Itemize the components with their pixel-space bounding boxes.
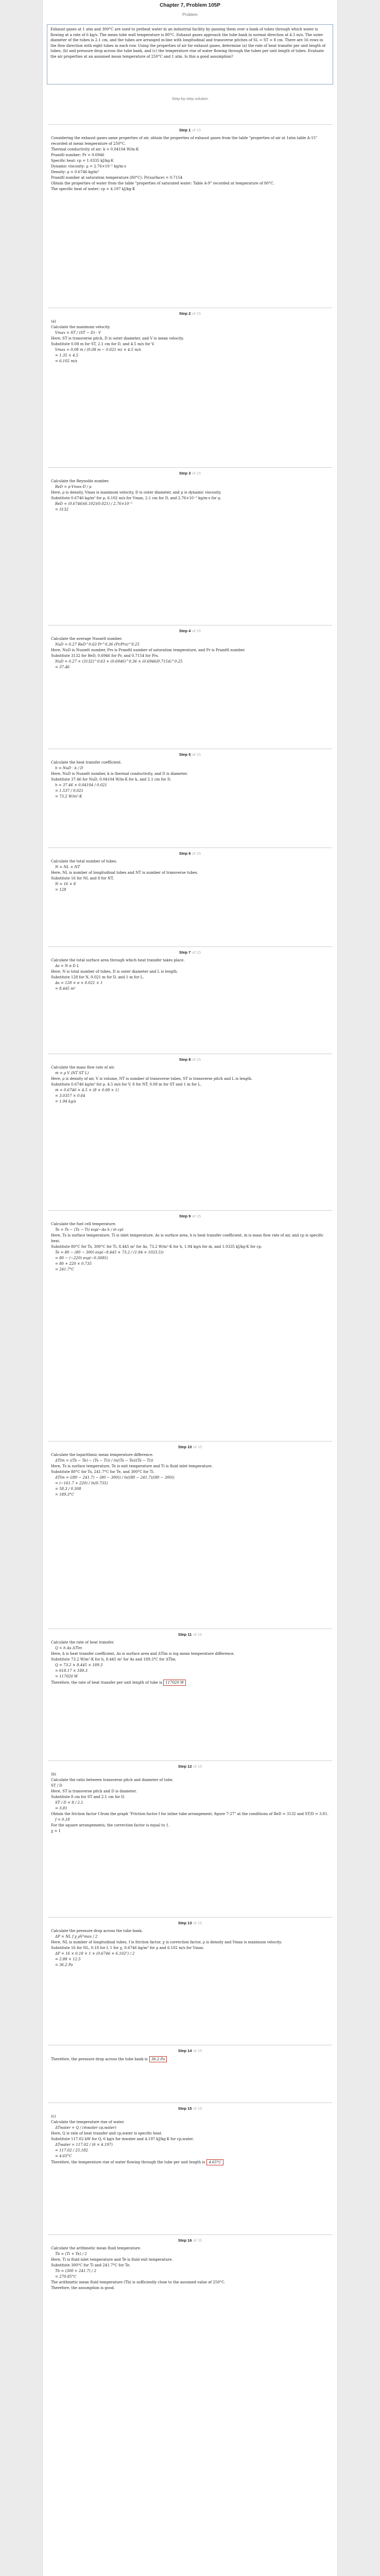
text-line: Substitute 3132 for ReD, 0.6946 for Pr, and 0.7154 for Prs. (51, 654, 159, 658)
section-label-solution: Step-by-step solution (171, 96, 209, 101)
text-line: Here, Ts is surface temperature, Ti is inlet temperature, As is surface area, h is heat transfer coefficient, ṁ is mass flow rate of air, and cp is specific heat. (51, 1233, 324, 1243)
problem-statement: Exhaust gases at 1 atm and 300°C are used to preheat water in an industrial facility by passing them over a bank of tubes through which water is flowing at a rate of 6 kg/s. The mean tube wall temperature is 80°C. Exhaust gases approach the tube bank in normal direction at 4.5 m/s. The outer diameter of the tubes is 2.1 cm, and the tubes are arranged in-line with longitudinal and transverse pitches of SL = ST = 8 cm. There are 16 rows in the flow direction with eight tubes in each row. Using the properties of air for exhaust gases, determine (a) the rate of heat transfer per unit length of tubes, (b) and pressure drop across the tube bank, and (c) the temperature rise of water flowing through the tubes per unit length of tubes. Evaluate the air properties at an assumed mean temperature of 250°C and 1 atm. Is this a good assumption? (47, 24, 333, 84)
step-header (48, 1442, 332, 1452)
equation-line: f = 0.18 (55, 1818, 70, 1822)
step-title: Step 4 (179, 629, 191, 633)
step-header (48, 848, 332, 859)
text-line: Here, Ts is surface temperature, Te is exit temperature and Ti is fluid inlet temperature. (51, 1464, 213, 1468)
equation-line: = 128 (55, 888, 66, 892)
text-line: The specific heat of water: cp = 4.197 kJ/kg·K (51, 187, 135, 191)
text-line: Substitute 0.6746 kg/m³ for ρ, 6.102 m/s for Vmax, 2.1 cm for D, and 2.76×10⁻⁵ kg/m·s for μ. (51, 496, 221, 500)
equation-line: Vmax = 0.08 m / (0.08 m − 0.021 m) × 4.5 m/s (55, 348, 141, 352)
step-count: of 15 (192, 851, 201, 856)
step-count: of 15 (193, 1445, 202, 1449)
text-line: Substitute 128 for N, 0.021 m for D, and 1 m for L. (51, 975, 144, 979)
step-header (48, 1211, 332, 1222)
solution-sheet (42, 0, 338, 2576)
text-line: Calculate the Reynolds number. (51, 479, 110, 483)
step-count: of 15 (192, 128, 201, 132)
answer-prefix: Therefore, the rate of heat transfer per unit length of tube is (51, 1681, 164, 1685)
step-3 (48, 467, 332, 513)
text-line: Substitute 300°C for Ti and 241.7°C for Te. (51, 2263, 131, 2267)
step-header (48, 1054, 332, 1065)
equation-line: Te = 80 − (80 − 300) exp(−8.445 × 73.2 / (1.94 × 1033.5)) (55, 1250, 164, 1255)
equation-line: ΔTlm = ((Ts − Te) − (Ts − Ti)) / ln((Ts − Te)/(Ts − Ti)) (55, 1459, 153, 1463)
equation-line: ST / D = 8 / 2.1 (55, 1801, 83, 1805)
equation-line: Tb = (Ti + Te) / 2 (55, 2252, 87, 2256)
step-count: of 15 (192, 471, 201, 476)
step-header (48, 308, 332, 319)
text-line: Thermal conductivity of air: k = 0.04104 W/m·K (51, 147, 139, 151)
text-line: Calculate the total number of tubes. (51, 859, 117, 863)
text-line: Here, NL is number of longitudinal tubes and NT is number of transverse tubes. (51, 871, 198, 875)
text-line: Prandtl number at saturation temperature (80°C): Pr(surface) = 0.7154 (51, 176, 183, 180)
equation-line: = 117020 W (55, 1674, 78, 1679)
step-15 (48, 2103, 332, 2165)
step-8 (48, 1054, 332, 1105)
equation-line: ΔTwater = 117.02 / (6 × 4.197) (55, 2143, 113, 2147)
text-line: Therefore, the assumption is good. (51, 2286, 115, 2290)
equation-line: As = N π D L (55, 964, 79, 968)
equation-line: Vmax = ST / (ST − D) · V (55, 331, 101, 335)
equation-line: ReD = (0.6746)(6.102)(0.021) / 2.76×10⁻⁵ (55, 502, 132, 506)
step-header (48, 2045, 332, 2056)
text-line: Obtain the properties of water from the table "properties of saturated water: Table A-9" recorded at temperature of 80°C. (51, 181, 274, 185)
equation-line: = 8.445 m² (55, 987, 76, 991)
text-line: Here, N is total number of tubes, D is outer diameter and L is length. (51, 970, 178, 974)
text-line: Calculate the temperature rise of water. (51, 2120, 125, 2124)
equation-line: = 1.35 × 4.5 (55, 353, 79, 358)
text-line: Here, NuD is Nusselt number, k is thermal conductivity, and D is diameter. (51, 772, 188, 776)
text-line: χ = 1 (51, 1829, 61, 1833)
step-title: Step 2 (179, 311, 191, 316)
section-label-problem: Problem (182, 12, 198, 17)
step-title: Step 8 (179, 1057, 191, 1062)
step-count: of 15 (192, 950, 201, 955)
text-line: Here, ρ is density, Vmax is maximum velocity, D is outer diameter, and μ is dynamic viscosity. (51, 490, 221, 495)
step-count: of 15 (193, 2048, 202, 2053)
step-7 (48, 946, 332, 992)
equation-line: = 189.3°C (55, 1493, 74, 1497)
text-line: The arithmetic mean fluid temperature (Tb) is sufficiently close to the assumed value of 250°C. (51, 2280, 226, 2284)
step-title: Step 14 (178, 2048, 192, 2053)
step-count: of 15 (193, 2106, 202, 2111)
equation-line: = 4.65°C (55, 2154, 72, 2158)
text-line: Substitute 80°C for Ts, 300°C for Ti, 8.445 m² for As, 73.2 W/m²·K for h, 1.94 kg/s for ṁ, and 1.0335 kJ/kg·K for cp. (51, 1245, 262, 1249)
equation-line: Te = Ts − (Ts − Ti) exp(−As h / ṁ cp) (55, 1228, 124, 1232)
equation-line: = 2.88 × 12.5 (55, 1957, 81, 1961)
answer-line (51, 1680, 329, 1686)
equation-line: Q = h As ΔTlm (55, 1646, 82, 1650)
text-line: Substitute 16 for NL, 0.18 for f, 1 for χ, 0.6746 kg/m³ for ρ and 6.102 m/s for Vmax. (51, 1946, 204, 1950)
step-2 (48, 308, 332, 364)
text-line: Calculate the rate of heat transfer. (51, 1640, 115, 1645)
step-title: Step 7 (179, 950, 191, 955)
step-10 (48, 1441, 332, 1498)
step-count: of 15 (193, 1632, 202, 1637)
equation-line: h = 37.46 × 0.04104 / 0.021 (55, 783, 107, 787)
equation-line: = 73.2 W/m²·K (55, 794, 82, 799)
step-title: Step 13 (178, 1921, 192, 1925)
step-count: of 15 (192, 629, 201, 633)
text-line: Here, h is heat transfer coefficient, As is surface area and ΔTlm is log mean temperature difference. (51, 1652, 235, 1656)
equation-line: h = NuD · k / D (55, 766, 83, 770)
step-count: of 15 (192, 311, 201, 316)
text-line: (a) (51, 319, 56, 324)
text-line: (c) (51, 2114, 56, 2119)
page-title: Chapter 7, Problem 105P (160, 3, 220, 8)
step-header (48, 1761, 332, 1772)
equation-line: = 1.537 / 0.021 (55, 789, 83, 793)
step-header (48, 1629, 332, 1640)
equation-line: N = 16 × 8 (55, 882, 76, 886)
final-answer-b: 36.2 Pa (149, 2056, 167, 2062)
equation-line: = 80 + 220 × 0.735 (55, 1262, 92, 1266)
text-line: Here, Ti is fluid inlet temperature and Te is fluid exit temperature. (51, 2258, 173, 2262)
step-count: of 15 (193, 1764, 202, 1769)
step-title: Step 5 (179, 752, 191, 757)
step-9 (48, 1210, 332, 1273)
step-5 (48, 749, 332, 800)
step-title: Step 10 (178, 1445, 192, 1449)
equation-line: = 1.94 kg/s (55, 1099, 76, 1104)
step-title: Step 15 (178, 2106, 192, 2111)
equation-line: = 3132 (55, 507, 68, 512)
equation-line: = (−161.7 + 220) / ln(0.735) (55, 1481, 108, 1485)
step-11 (48, 1629, 332, 1686)
equation-line: Q = 73.2 × 8.445 × 189.3 (55, 1663, 103, 1667)
equation-line: = 270.85°C (55, 2275, 77, 2279)
text-line: Considering the exhaust gases same properties of air, obtain the properties of exhaust gases from the table "properties of air at 1atm table A-15" recorded at mean temperature of 250°C. (51, 136, 318, 146)
text-line: Dynamic viscosity: μ = 2.76×10⁻⁵ kg/m·s (51, 164, 126, 168)
equation-line: = 80 − (−220) exp(−0.3085) (55, 1256, 108, 1260)
text-line: Therefore, the temperature rise of water flowing through the tube per unit length is 4.65°C (51, 2159, 329, 2165)
text-line: Calculate the total surface area through which heat transfer takes place. (51, 958, 185, 962)
step-title: Step 9 (179, 1214, 191, 1218)
equation-line: ṁ = ρ V (NT ST L) (55, 1071, 89, 1075)
equation-line: ṁ = 0.6746 × 4.5 × (8 × 0.08 × 1) (55, 1088, 119, 1092)
equation-line: = 58.3 / 0.308 (55, 1487, 81, 1491)
text-line: Here, ρ is density of air, V is volume, NT is number of transverse tubes, ST is transverse pitch and L is length. (51, 1077, 253, 1081)
text-line: Here, NuD is Nusselt number, Prs is Prandtl number of saturation temperature, and Pr is Prandtl number. (51, 648, 246, 652)
step-header (48, 947, 332, 958)
equation-line: ΔTlm = ((80 − 241.7) − (80 − 300)) / ln((80 − 241.7)/(80 − 300)) (55, 1476, 175, 1480)
equation-line: = 37.46 (55, 665, 70, 669)
text-line: Calculate the logarithmic mean temperature difference. (51, 1453, 154, 1457)
text-line: Here, NL is number of longitudinal tubes, f is friction factor, χ is correction factor, ρ is density and Vmax is maximum velocity. (51, 1940, 282, 1944)
equation-line: = 618.17 × 189.3 (55, 1669, 88, 1673)
step-13 (48, 1917, 332, 1968)
step-count: of 15 (192, 752, 201, 757)
text-line: (b) (51, 1772, 56, 1776)
equation-line: Tb = (300 + 241.7) / 2 (55, 2269, 96, 2273)
text-line: Obtain the friction factor f from the graph "Friction factor f for inline tube arrangement, figure 7-27" at the conditions of ReD = 3132 and ST/D = 3.81. (51, 1812, 329, 1816)
step-14 (48, 2045, 332, 2062)
step-title: Step 12 (178, 1764, 192, 1769)
step-header (48, 468, 332, 479)
step-4 (48, 625, 332, 670)
step-12 (48, 1760, 332, 1834)
equation-line: N = NL × NT (55, 865, 80, 869)
step-title: Step 6 (179, 851, 191, 856)
equation-line: ΔP = 16 × 0.18 × 1 × (0.6746 × 6.102²) / 2 (55, 1952, 135, 1956)
step-header (48, 125, 332, 135)
text-line: Substitute 0.6746 kg/m³ for ρ, 4.5 m/s for V, 8 for NT, 0.08 m for ST and 1 m for L. (51, 1082, 202, 1087)
equation-line: ΔTwater = Q / (ṁwater cp,water) (55, 2126, 116, 2130)
text-line: Substitute 37.46 for NuD, 0.04104 W/m·K for k, and 2.1 cm for D. (51, 777, 171, 782)
text-line: Substitute 117.02 kW for Q, 6 kg/s for ṁwater and 4.197 kJ/kg·K for cp,water. (51, 2137, 194, 2141)
text-line: Calculate the maximum velocity. (51, 325, 111, 329)
text-line: Density: ρ = 0.6746 kg/m³ (51, 170, 99, 174)
text-line: Substitute 80°C for Ts, 241.7°C for Te, and 300°C for Ti. (51, 1470, 155, 1474)
text-line: ST / D (51, 1784, 62, 1788)
text-line: Calculate the arithmetic mean fluid temperature. (51, 2246, 142, 2250)
equation-line: NuD = 0.27 × (3132)^0.63 × (0.6946)^0.36 × (0.6946/0.7154)^0.25 (55, 659, 183, 664)
equation-line: As = 128 × π × 0.021 × 1 (55, 981, 103, 985)
equation-line: ReD = ρ·Vmax·D / μ (55, 485, 92, 489)
text-line: Calculate the heat transfer coefficient. (51, 760, 122, 765)
text-line: Calculate the pressure drop across the tube bank. (51, 1929, 143, 1933)
text-line: Substitute 0.08 m for ST, 2.1 cm for D, and 4.5 m/s for V. (51, 342, 155, 346)
step-1 (48, 124, 332, 192)
text-line: Here, ST is transverse pitch and D is diameter. (51, 1789, 137, 1793)
text-line: Substitute 8 cm for ST and 2.1 cm for D. (51, 1795, 125, 1799)
text-line: For the square arrangements, the correction factor is equal to 1. (51, 1823, 170, 1827)
text-line: Calculate the average Nusselt number. (51, 637, 123, 641)
step-title: Step 11 (178, 1632, 192, 1637)
text-line: Substitute 73.2 W/m²·K for h, 8.445 m² for As and 189.3°C for ΔTlm. (51, 1657, 177, 1662)
step-header (48, 2235, 332, 2246)
step-title: Step 16 (178, 2238, 192, 2243)
text-line: Calculate the mass flow rate of air. (51, 1065, 115, 1070)
step-6 (48, 848, 332, 893)
step-count: of 15 (192, 1057, 201, 1062)
equation-line: NuD = 0.27 ReD^0.63 Pr^0.36 (Pr/Prs)^0.25 (55, 642, 140, 647)
text-line: Specific heat: cp = 1.0335 kJ/kg·K (51, 159, 114, 163)
text-line: Here, Q is rate of heat transfer and cp,water is specific heat. (51, 2131, 163, 2136)
text-line: Calculate the fuel cell temperature. (51, 1222, 116, 1226)
step-count: of 15 (193, 1921, 202, 1925)
text-line: Prandtl number: Pr = 0.6946 (51, 153, 105, 157)
final-answer-c: 4.65°C (206, 2159, 223, 2165)
text-line: Substitute 16 for NL and 8 for NT. (51, 876, 114, 880)
equation-line: = 3.81 (55, 1806, 67, 1810)
equation-line: = 241.7°C (55, 1267, 74, 1272)
step-header (48, 2103, 332, 2114)
step-16 (48, 2234, 332, 2291)
step-title: Step 1 (179, 128, 191, 132)
step-count: of 15 (193, 2238, 202, 2243)
equation-line: = 6.102 m/s (55, 359, 77, 363)
step-header (48, 1918, 332, 1928)
equation-line: ΔP = NL f χ ρV²max / 2 (55, 1935, 98, 1939)
final-answer-a: 117020 W (163, 1680, 186, 1686)
text-line: Here, ST is transverse pitch, D is outer diameter, and V is mean velocity. (51, 336, 184, 341)
step-header (48, 749, 332, 760)
equation-line: = 3.0357 × 0.64 (55, 1094, 85, 1098)
text-line: Calculate the ratio between transverse pitch and diameter of tube. (51, 1778, 174, 1782)
equation-line: = 117.02 / 25.182 (55, 2148, 88, 2153)
step-header (48, 625, 332, 636)
step-count: of 15 (192, 1214, 201, 1218)
text-line: Therefore, the pressure drop across the tube bank is 36.2 Pa (51, 2056, 329, 2062)
equation-line: = 36.2 Pa (55, 1963, 73, 1967)
step-title: Step 3 (179, 471, 191, 476)
